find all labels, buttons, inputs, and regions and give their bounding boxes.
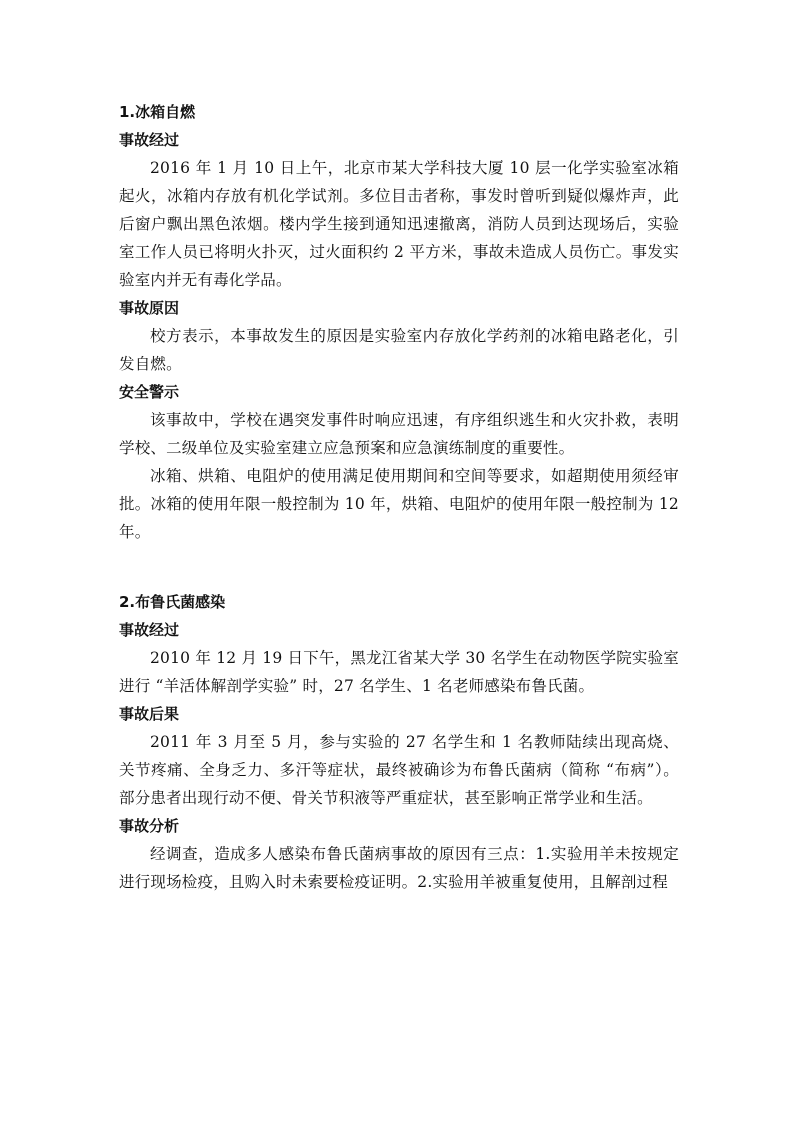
paragraph: 2011 年 3 月至 5 月，参与实验的 27 名学生和 1 名教师陆续出现高烧、关节疼痛、全身乏力、多汗等症状，最终被确诊为布鲁氏菌病（简称 “布病”）。部分患者出现行动不便、骨关节积液等严重症状，甚至影响正常学业和生活。 [119,733,679,807]
section-brucella-infection [119,588,679,896]
paragraph: 2016 年 1 月 10 日上午，北京市某大学科技大厦 10 层一化学实验室冰箱起火，冰箱内存放有机化学试剂。多位目击者称，事发时曾听到疑似爆炸声，此后窗户飘出黑色浓烟。楼内学生接到通知迅速撤离，消防人员到达现场后，实验室工作人员已将明火扑灭，过火面积约 2 平方米，事故未造成人员伤亡。事发实验室内并无有毒化学品。 [119,159,679,289]
section-spacer [119,546,679,588]
paragraph: 该事故中，学校在遇突发事件时响应迅速，有序组织逃生和火灾扑救，表明学校、二级单位及实验室建立应急预案和应急演练制度的重要性。 [119,411,679,457]
sub-heading-incident: 事故经过 [119,131,180,149]
paragraph: 经调查，造成多人感染布鲁氏菌病事故的原因有三点：1.实验用羊未按规定进行现场检疫，且购入时未索要检疫证明。2.实验用羊被重复使用，且解剖过程 [119,845,679,891]
paragraph: 2010 年 12 月 19 日下午，黑龙江省某大学 30 名学生在动物医学院实验室进行 “羊活体解剖学实验” 时，27 名学生、1 名老师感染布鲁氏菌。 [119,649,680,695]
sub-heading-incident: 事故经过 [119,621,180,639]
document-content [119,98,679,896]
section-title: 1.冰箱自燃 [119,103,196,121]
sub-heading-consequence: 事故后果 [119,705,180,723]
paragraph: 校方表示，本事故发生的原因是实验室内存放化学药剂的冰箱电路老化，引发自燃。 [119,327,679,373]
sub-heading-analysis: 事故分析 [119,817,180,835]
section-title: 2.布鲁氏菌感染 [119,593,226,611]
sub-heading-warning: 安全警示 [119,383,180,401]
sub-heading-cause: 事故原因 [119,299,180,317]
section-refrigerator-fire [119,98,679,546]
paragraph: 冰箱、烘箱、电阻炉的使用满足使用期间和空间等要求，如超期使用须经审批。冰箱的使用年限一般控制为 10 年，烘箱、电阻炉的使用年限一般控制为 12 年。 [119,467,679,541]
